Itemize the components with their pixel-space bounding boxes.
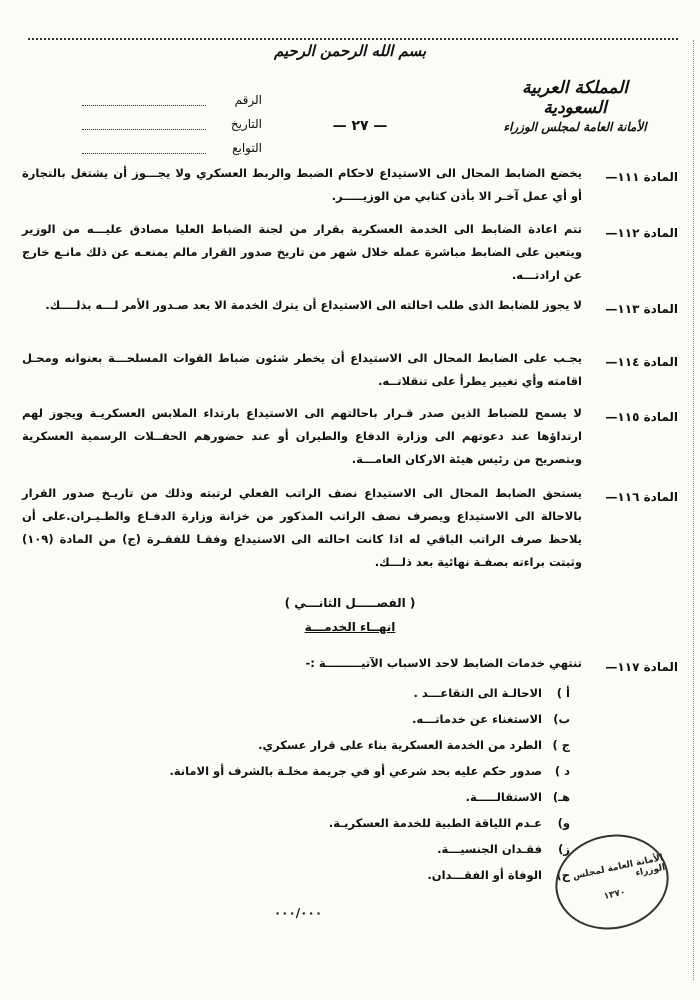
article-112-text: تتم اعادة الضابط الى الخدمة العسكرية بقرار من لجنة الضباط العليا مصادق عليـــه من الوزير ويتعين على الضابط مباشرة عمله خلال شهر من تاريخ صدور القرار مالم يمنعـه عن ذلك مانـع خارج عن ارادتـــه.: [22, 222, 582, 282]
article-117-label: المادة ١١٧—: [605, 660, 678, 674]
stamp-text: الأمانة العامة لمجلس الوزراء: [571, 852, 667, 882]
article-117-intro: تنتهي خدمات الضابط لاحد الاسباب الآتيـــــــــة :-: [305, 656, 582, 670]
list-letter: هـ): [552, 790, 570, 804]
list-text: الاحالـة الى التقاعـــد .: [413, 686, 542, 700]
termination-reasons-list: [150, 680, 570, 888]
right-edge-line: [692, 40, 694, 980]
letterhead: [490, 78, 660, 134]
list-item: [150, 732, 570, 758]
article-112-label: المادة ١١٢—: [605, 226, 678, 240]
list-text: عـدم اللياقة الطبية للخدمة العسكريـة.: [328, 816, 542, 830]
basmala: بسم الله الرحمن الرحيم: [273, 42, 427, 60]
chapter-title: ( الفصـــــل الثانـــي ): [284, 596, 416, 610]
date-dots: [82, 119, 206, 130]
article-115-label: المادة ١١٥—: [605, 410, 678, 424]
ref-label: الرقم: [234, 93, 262, 107]
article-111-text: يخضع الضابط المحال الى الاستيداع لاحكام الضبط والربط العسكري ولا يجـــوز أن يشتغل بالتجارة أو أي عمل آخـر الا بأذن كتابي من الوزيـــــر.: [22, 166, 582, 203]
list-item: [150, 862, 570, 888]
list-text: الاستغناء عن خدماتـــه.: [412, 712, 542, 726]
article-114-label: المادة ١١٤—: [605, 355, 678, 369]
list-text: الوفاة أو الفقـــدان.: [427, 868, 542, 882]
article-113-label: المادة ١١٣—: [605, 302, 678, 316]
list-letter: ح): [556, 868, 570, 882]
list-item: [150, 784, 570, 810]
article-114-text: يجـب على الضابط المحال الى الاستيداع أن يخطر شئون ضباط القوات المسلحـــة بعنوانه ومحـل اقامته وأي تغيير يطرأ على تنقلاتــه.: [22, 351, 582, 388]
article-111-label: المادة ١١١—: [605, 170, 678, 184]
top-dotted-border: [28, 38, 678, 40]
ref-dots: [82, 95, 206, 106]
chapter-subtitle: انهــاء الخدمـــة: [304, 620, 396, 634]
ref-field: [82, 88, 262, 112]
stamp-number: ١٣٧٠: [602, 887, 627, 902]
list-text: الطرد من الخدمة العسكرية بناء على قرار عسكري.: [258, 738, 542, 752]
list-text: الاستقالـــــة.: [465, 790, 542, 804]
list-letter: ج ): [552, 738, 570, 752]
list-letter: ب): [553, 712, 570, 726]
date-field: [82, 112, 262, 136]
attachments-field: [82, 136, 262, 160]
reference-block: [82, 88, 262, 160]
article-115-text: لا يسمح للضباط الذين صدر قـرار باحالتهم الى الاستيداع بارتداء الملابس العسكريـة ويجوز لهم ارتداؤها عند دعوتهم الى وزارة الدفاع والطيران أو عند حضورهم الحفــلات الرسمية العسكرية وبتصريح من رئيس هيئة الاركان العامـــة.: [22, 406, 582, 466]
list-text: صدور حكم عليه بحد شرعي أو في جريمة مخلـة بالشرف أو الامانة.: [169, 764, 542, 778]
list-text: فقـدان الجنسيـــة.: [437, 842, 542, 856]
list-letter: و): [557, 816, 570, 830]
page-number: — ٢٧ —: [332, 118, 388, 134]
date-label: التاريخ: [230, 117, 262, 131]
list-letter: أ ): [556, 686, 570, 700]
list-letter: د ): [554, 764, 570, 778]
attachments-dots: [82, 143, 206, 154]
continuation-mark: ٠٠٠/٠٠٠: [273, 906, 323, 920]
list-item: [150, 680, 570, 706]
org-department: الأمانة العامة لمجلس الوزراء: [503, 120, 647, 134]
article-116-text: يستحق الضابط المحال الى الاستيداع نصف الراتب الفعلي لرتبته وذلك من تاريـخ صدور القرار بالاحالة الى الاستيداع ويصرف نصف الراتب المذكور من خزانة وزارة الدفـاع والطـيـران.على أن يلاحظ صرف الراتب الباقي له اذا كانت احالته الى الاستيداع وفقـا للفقـرة (ج) من المادة (١٠٩) وثبتت براءته بصفـة نهائية بعد ذلـــك.: [22, 486, 582, 569]
list-item: [150, 706, 570, 732]
article-113-text: لا يجوز للضابط الذى طلب احالته الى الاستيداع أن يترك الخدمة الا بعد صـدور الأمر لـــه بذلــــك.: [45, 298, 582, 312]
list-item: [150, 758, 570, 784]
article-116-label: المادة ١١٦—: [605, 490, 678, 504]
list-item: [150, 836, 570, 862]
org-name: المملكة العربية السعودية: [521, 78, 629, 118]
attachments-label: التوابع: [232, 141, 262, 155]
list-letter: ز): [558, 842, 570, 856]
list-item: [150, 810, 570, 836]
